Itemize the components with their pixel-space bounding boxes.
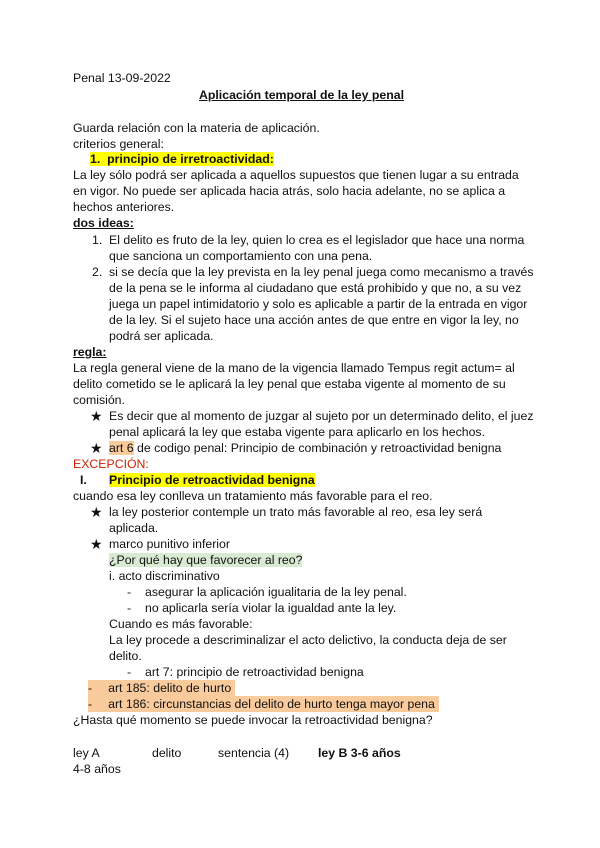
list-number: 2. — [92, 265, 103, 279]
timeline-delito: delito — [152, 746, 182, 760]
date-line: Penal 13-09-2022 — [73, 71, 171, 85]
timeline-sentencia: sentencia (4) — [218, 746, 290, 760]
principle1-body-line: La ley sólo podrá ser aplicada a aquellos supuestos que tienen lugar a su entrada — [73, 168, 519, 182]
dash-marker: - — [88, 681, 93, 695]
dash-marker: - — [127, 665, 132, 679]
art185-row — [88, 680, 235, 696]
regla-body-line: comisión. — [73, 393, 125, 407]
regla-bullet1-line: penal aplicará la ley que estaba vigente para aplicarlo en los hechos. — [109, 425, 485, 439]
ley-procede-line: delito. — [109, 649, 142, 663]
star-bullet-icon: ★ — [90, 408, 103, 424]
principle1-body-line: en vigor. No puede ser aplicada hacia atrás, solo hacia adelante, no se aplica a — [73, 184, 506, 198]
dash-item: asegurar la aplicación igualitaria de la ley penal. — [145, 585, 407, 599]
timeline-ley-a: ley A — [73, 746, 100, 760]
ley-procede-line: La ley procede a descriminalizar el acto delictivo, la conducta deja de ser — [109, 633, 507, 647]
question2-line: ¿Hasta qué momento se puede invocar la retroactividad benigna? — [73, 713, 433, 727]
excepcion-heading-row — [109, 472, 315, 488]
question-row — [109, 552, 302, 568]
intro-line-1: Guarda relación con la materia de aplicación. — [73, 121, 320, 135]
list-item-line: juega un papel intimidatorio y solo es aplicable a partir de la entrada en vigor — [109, 297, 528, 311]
sub-item-i: i. acto discriminativo — [109, 569, 220, 583]
star-bullet-icon: ★ — [90, 536, 103, 552]
dash-marker: - — [127, 585, 132, 599]
principle1-number: 1. — [90, 152, 101, 166]
principle1-heading-highlight — [90, 152, 274, 166]
art7-line: art 7: principio de retroactividad benigna — [145, 665, 364, 679]
art186-row — [88, 696, 439, 712]
list-number: 1. — [92, 233, 103, 247]
list-item-line: El delito es fruto de la ley, quien lo crea es el legislador que hace una norma — [109, 233, 525, 247]
excepcion-roman: I. — [80, 473, 87, 487]
list-item-line: que sanciona un comportamiento con una pena. — [109, 249, 373, 263]
excepcion-line: cuando esa ley conlleva un tratamiento más favorable para el reo. — [73, 489, 433, 503]
excepcion-bullet2: marco punitivo inferior — [109, 537, 230, 551]
regla-bullet2-text: de codigo penal: Principio de combinación y retroactividad benigna — [133, 441, 502, 455]
regla-heading: regla: — [73, 345, 107, 359]
timeline-ley-b: ley B 3-6 años — [318, 746, 401, 760]
cuando-line: Cuando es más favorable: — [109, 617, 253, 631]
regla-body-line: La regla general viene de la mano de la vigencia llamado Tempus regit actum= al — [73, 361, 515, 375]
question-highlight: ¿Por qué hay que favorecer al reo? — [109, 553, 303, 567]
dash-item: no aplicarla sería violar la igualdad ante la ley. — [145, 601, 397, 615]
regla-bullet1-line: Es decir que al momento de juzgar al sujeto por un determinado delito, el juez — [109, 409, 534, 423]
list-item-line: de la ley. Si el sujeto hace una acción antes de que entre en vigor la ley, no — [109, 313, 519, 327]
art186-text: art 186: circunstancias del delito de hurto tenga mayor pena — [108, 697, 435, 711]
page-title: Aplicación temporal de la ley penal — [199, 88, 405, 102]
dash-marker: - — [127, 601, 132, 615]
art185-text: art 185: delito de hurto — [108, 681, 232, 695]
excepcion-bullet1-line: la ley posterior contemple un trato más favorable al reo, esa ley será — [109, 505, 483, 519]
excepcion-label: EXCEPCIÓN: — [73, 457, 149, 471]
principle1-heading-row — [90, 151, 274, 167]
art6-highlight: art 6 — [109, 441, 134, 455]
list-item-line: podrá ser aplicada. — [109, 329, 214, 343]
list-item-line: de la pena se le informa al ciudadano que está prohibido y que no, a su vez — [109, 281, 522, 295]
excepcion-heading: Principio de retroactividad benigna — [109, 473, 315, 487]
regla-body-line: delito cometido se le aplicará la ley penal que estaba vigente al momento de su — [73, 377, 506, 391]
dos-ideas-heading: dos ideas: — [73, 216, 134, 230]
intro-line-2: criterios general: — [73, 137, 164, 151]
star-bullet-icon: ★ — [90, 504, 103, 520]
dash-marker: - — [88, 697, 93, 711]
star-bullet-icon: ★ — [90, 440, 103, 456]
list-item-line: si se decía que la ley prevista en la ley penal juega como mecanismo a través — [109, 265, 534, 279]
principle1-heading: principio de irretroactividad: — [107, 152, 274, 166]
principle1-body-line: hechos anteriores. — [73, 200, 175, 214]
timeline-range: 4-8 años — [73, 762, 121, 776]
excepcion-bullet1-line: aplicada. — [109, 521, 159, 535]
regla-bullet2 — [109, 440, 501, 456]
